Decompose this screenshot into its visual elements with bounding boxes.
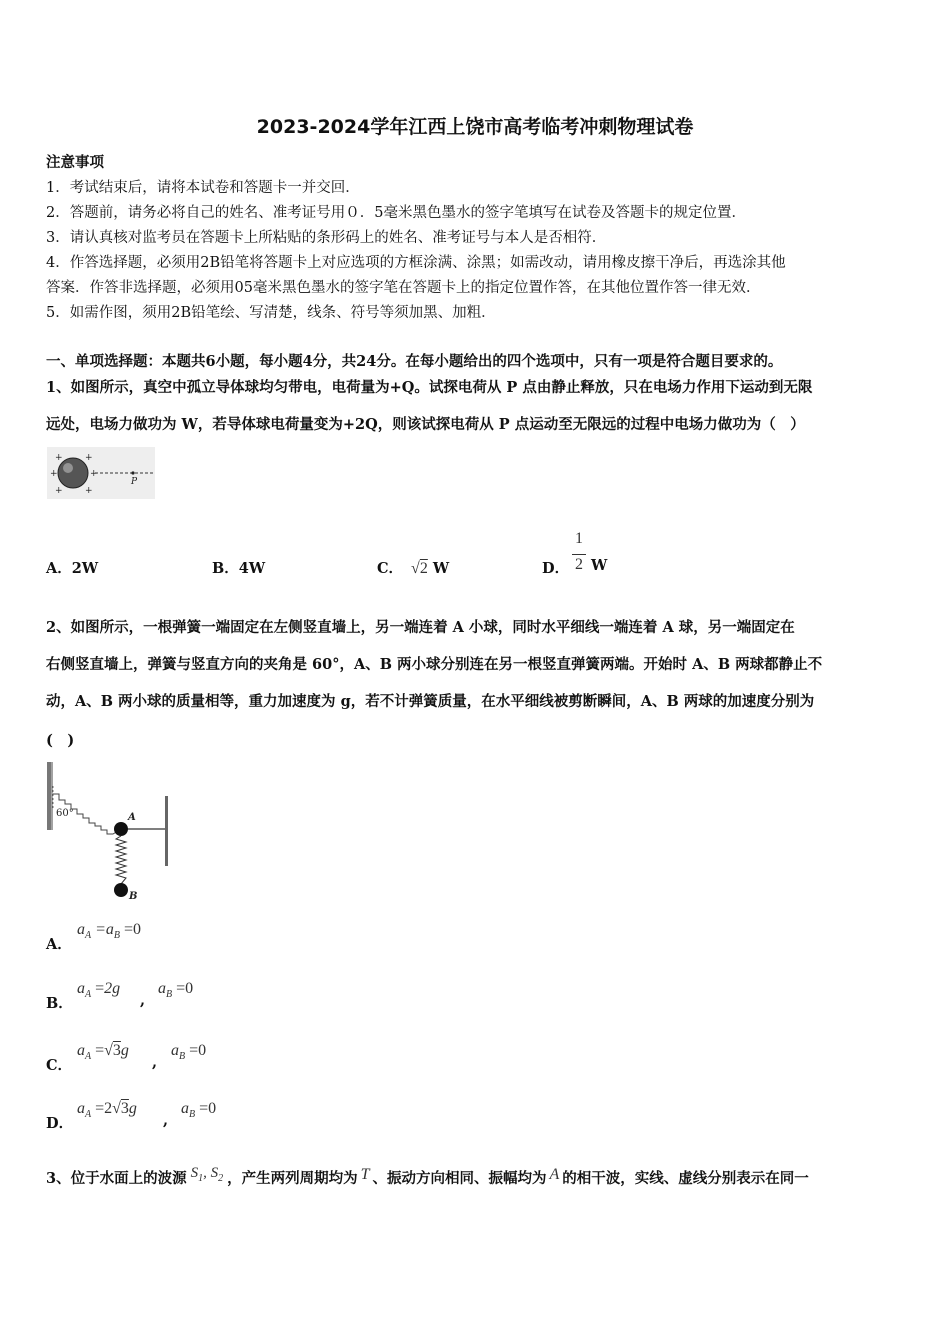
svg-text:+: + xyxy=(90,469,98,479)
q2-option-a-label: A． xyxy=(46,936,72,953)
q3-prefix: 3、位于水面上的波源 xyxy=(46,1170,187,1187)
q1-option-d-unit: W xyxy=(591,557,608,574)
q1-option-a-text: 2W xyxy=(71,560,99,577)
svg-text:+: + xyxy=(55,486,63,496)
q2-option-c-ab-value: 0 xyxy=(198,1042,207,1059)
q2-option-c[interactable]: C． $a_A =√3g$ , $a_B =0$ xyxy=(46,1042,207,1074)
q2-option-d-coef: 2 xyxy=(104,1100,113,1117)
q1-option-c-label: C． xyxy=(377,560,404,577)
q1-figure-charged-sphere xyxy=(47,447,155,499)
q2-line1: 2、如图所示，一根弹簧一端固定在左侧竖直墙上，另一端连着 A 小球，同时水平细线一端连着 A 球，另一端固定在 xyxy=(46,619,795,636)
q2-option-c-root: 3 xyxy=(112,1042,121,1059)
q2-line3: 动，A、B 两小球的质量相等，重力加速度为 g，若不计弹簧质量，在水平细线被剪断瞬间，A、B 两球的加速度分别为 xyxy=(46,693,815,710)
q1-option-a[interactable] xyxy=(46,557,98,578)
q1-option-c[interactable]: C． √2 W xyxy=(377,560,450,577)
notice-item-4: 4．作答选择题，必须用2B铅笔将答题卡上对应选项的方框涂满、涂黑；如需改动，请用橡皮擦干净后，再选涂其他 xyxy=(46,255,786,271)
svg-text:+: + xyxy=(85,453,93,463)
q3-line1: 3、位于水面上的波源 $S_1$, $S_2$ ，产生两列周期均为 T 、振动方向相同、振幅均为 A 的相干波，实线、虚线分别表示在同一 xyxy=(46,1165,809,1187)
q2-option-c-label: C． xyxy=(46,1057,73,1074)
q3-mid2: 、振动方向相同、振幅均为 xyxy=(372,1170,547,1187)
q2-option-d-root: 3 xyxy=(120,1100,129,1117)
q2-option-b-aa-value: 2g xyxy=(104,980,121,997)
notice-heading: 注意事项 xyxy=(46,154,104,171)
q1-option-d-numerator: 1 xyxy=(575,530,583,547)
q1-option-d-denominator: 2 xyxy=(575,556,583,573)
q2-angle-label: 60° xyxy=(56,808,74,819)
notice-item-2: 2．答题前，请务必将自己的姓名、准考证号用０．5毫米黑色墨水的签字笔填写在试卷及答题卡的规定位置． xyxy=(46,205,746,221)
q2-figure-spring-system xyxy=(44,760,174,902)
page-title: 2023-2024学年江西上饶市高考临考冲刺物理试卷 xyxy=(256,116,694,138)
q1-point-p-label: P xyxy=(131,477,138,487)
q1-option-b[interactable] xyxy=(212,557,265,578)
q2-ball-b-label: B xyxy=(129,891,138,902)
q3-mid1: ，产生两列周期均为 xyxy=(227,1170,358,1187)
svg-text:+: + xyxy=(55,453,63,463)
section-heading: 一、单项选择题：本题共6小题，每小题4分，共24分。在每小题给出的四个选项中，只有一项是符合题目要求的。 xyxy=(46,353,783,370)
q2-line4: ( ) xyxy=(46,732,75,749)
q2-option-d[interactable]: D． $a_A =2√3g$ , $a_B =0$ xyxy=(46,1100,217,1132)
q2-option-b-label: B． xyxy=(46,995,73,1012)
q2-line2: 右侧竖直墙上，弹簧与竖直方向的夹角是 60°，A、B 两小球分别连在另一根竖直弹簧两端。开始时 A、B 两球都静止不 xyxy=(46,656,823,673)
q1-option-b-label: B． xyxy=(212,560,239,577)
svg-text:+: + xyxy=(50,469,58,479)
q1-option-c-radicand: 2 xyxy=(419,560,428,577)
q1-option-b-text: 4W xyxy=(238,560,266,577)
q1-line2: 远处，电场力做功为 W，若导体球电荷量变为+2Q，则该试探电荷从 P 点运动至无限远的过程中电场力做功为（ ） xyxy=(46,416,805,433)
svg-text:+: + xyxy=(85,486,93,496)
notice-item-5: 5．如需作图，须用2B铅笔绘、写清楚，线条、符号等须加黑、加粗． xyxy=(46,305,496,321)
q1-option-a-label: A． xyxy=(46,560,72,577)
q2-option-d-label: D． xyxy=(46,1115,74,1132)
q3-suffix: 的相干波，实线、虚线分别表示在同一 xyxy=(562,1170,809,1187)
notice-item-3: 3．请认真核对监考员在答题卡上所粘贴的条形码上的姓名、准考证号与本人是否相符． xyxy=(46,230,607,246)
notice-item-4-cont: 答案．作答非选择题，必须用05毫米黑色墨水的签字笔在答题卡上的指定位置作答，在其他位置作答一律无效． xyxy=(46,280,761,296)
q1-line1: 1、如图所示，真空中孤立导体球均匀带电，电荷量为+Q。试探电荷从 P 点由静止释放，只在电场力作用下运动到无限 xyxy=(46,379,813,396)
q2-ball-a-label: A xyxy=(128,812,136,823)
q1-option-c-unit: W xyxy=(432,560,450,577)
notice-item-1: 1．考试结束后，请将本试卷和答题卡一并交回． xyxy=(46,180,360,196)
q2-option-d-ab-value: 0 xyxy=(208,1100,217,1117)
q2-option-a[interactable]: A． $a_A =a_B =0$ xyxy=(46,921,142,953)
q2-option-b[interactable]: B． $a_A =2g$ , $a_B =0$ xyxy=(46,980,194,1012)
q1-option-d-label: D． xyxy=(542,560,570,577)
q2-option-b-ab-value: 0 xyxy=(185,980,194,997)
